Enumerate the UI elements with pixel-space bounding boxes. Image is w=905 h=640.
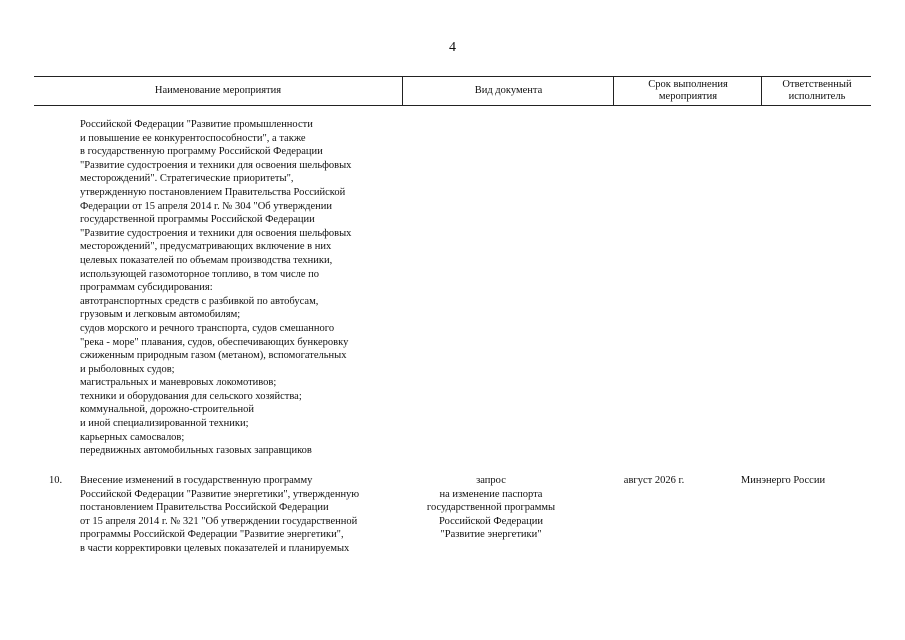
- text-line: государственной программы: [426, 502, 556, 514]
- header-deadline-line1: Срок выполнения: [648, 79, 728, 90]
- row10-responsible: Минэнерго России: [740, 475, 826, 486]
- text-line: утвержденную постановлением Правительства Российской: [80, 186, 346, 198]
- header-deadline-column: [613, 77, 762, 105]
- text-line: программам субсидирования:: [80, 282, 213, 294]
- continued-row-text: [80, 118, 351, 458]
- header-document-column: Вид документа: [402, 77, 614, 105]
- text-line: месторождений". Стратегические приоритеты",: [80, 173, 294, 185]
- text-line: Федерации от 15 апреля 2014 г. № 304 "Об утверждении: [80, 200, 333, 212]
- text-line: Российской Федерации: [439, 515, 543, 527]
- text-line: использующей газомоторное топливо, в том числе по: [80, 268, 320, 280]
- row10-measure-name: [80, 474, 359, 556]
- text-line: запрос: [476, 475, 506, 486]
- text-line: постановлением Правительства Российской Федерации: [80, 502, 329, 514]
- text-line: "Развитие энергетики": [440, 529, 542, 541]
- text-line: целевых показателей по объемам производства техники,: [80, 254, 333, 266]
- text-line: месторождений", предусматривающих включение в них: [80, 241, 332, 253]
- text-line: сжиженным природным газом (метаном), вспомогательных: [80, 350, 347, 362]
- text-line: "Развитие судостроения и техники для освоения шельфовых: [80, 159, 352, 171]
- text-line: грузовым и легковым автомобилям;: [80, 309, 241, 321]
- row-number: 10.: [49, 475, 63, 486]
- text-line: на изменение паспорта: [439, 488, 543, 500]
- text-line: Внесение изменений в государственную программу: [80, 475, 313, 486]
- text-line: и иной специализированной техники;: [80, 418, 249, 430]
- header-name-column: Наименование мероприятия: [154, 85, 282, 96]
- header-responsible-line1: Ответственный: [782, 79, 852, 90]
- header-responsible-column: [761, 77, 872, 105]
- text-line: передвижных автомобильных газовых заправщиков: [80, 445, 312, 457]
- text-line: от 15 апреля 2014 г. № 321 "Об утверждении государственной: [80, 515, 358, 527]
- text-line: Российской Федерации "Развитие энергетики", утвержденную: [80, 488, 360, 500]
- text-line: в части корректировки целевых показателей и планируемых: [80, 542, 350, 554]
- table-header: [34, 76, 871, 106]
- text-line: "река - море" плавания, судов, обеспечивающих бункеровку: [80, 336, 349, 348]
- text-line: программы Российской Федерации "Развитие энергетики",: [80, 529, 344, 541]
- text-line: и рыболовных судов;: [80, 363, 175, 375]
- text-line: автотранспортных средств с разбивкой по автобусам,: [80, 295, 319, 307]
- text-line: коммунальной, дорожно-строительной: [80, 404, 255, 416]
- text-line: и повышение ее конкурентоспособности", а также: [80, 132, 306, 144]
- text-line: карьерных самосвалов;: [80, 431, 185, 443]
- text-line: государственной программы Российской Федерации: [80, 214, 315, 226]
- text-line: в государственную программу Российской Федерации: [80, 146, 323, 158]
- row10-document-type: [402, 474, 580, 542]
- header-responsible-line2: исполнитель: [788, 91, 846, 102]
- text-line: судов морского и речного транспорта, судов смешанного: [80, 322, 335, 334]
- text-line: Российской Федерации "Развитие промышленности: [80, 119, 313, 130]
- text-line: техники и оборудования для сельского хозяйства;: [80, 390, 302, 402]
- header-deadline-line2: мероприятия: [658, 91, 718, 102]
- text-line: магистральных и маневровых локомотивов;: [80, 377, 277, 389]
- row10-deadline: август 2026 г.: [623, 475, 685, 486]
- page-number: 4: [449, 40, 456, 55]
- text-line: "Развитие судостроения и техники для освоения шельфовых: [80, 227, 352, 239]
